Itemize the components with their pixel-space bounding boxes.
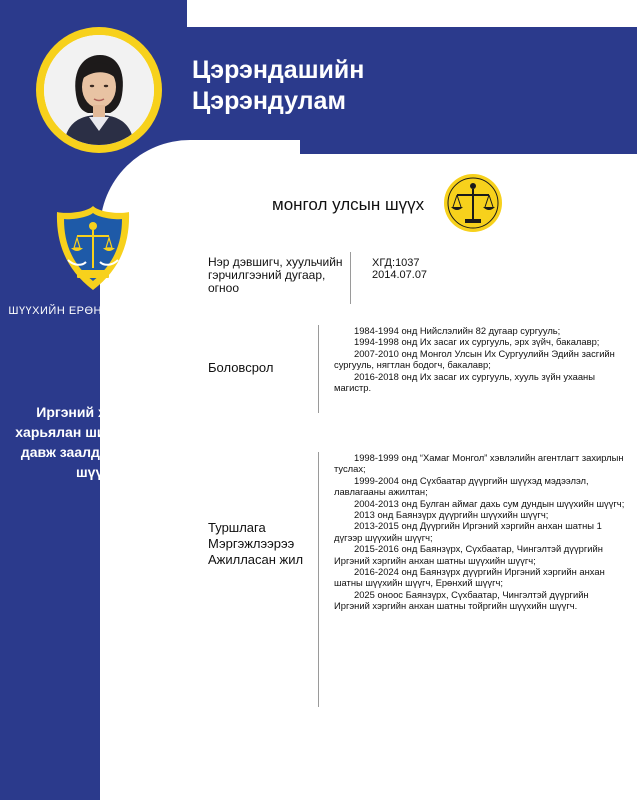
- divider-education: [318, 325, 319, 413]
- judicial-council-emblem-icon: [52, 200, 134, 294]
- certificate-value: [372, 257, 427, 281]
- list-item: 2004-2013 онд Булган аймаг дахь сум дундын шүүхийн шүүгч;: [354, 497, 625, 509]
- list-item: 2016-2018 онд Их засаг их сургууль, хууль зүйн ухааны магистр.: [334, 370, 595, 394]
- list-item: 2025 оноос Баянзүрх, Сүхбаатар, Чингэлтэй дүүргийн Иргэний хэргийн анхан шатны тойргийн шүүхийн шүүгч.: [334, 588, 589, 612]
- certificate-number: ХГД:1037: [372, 257, 420, 269]
- list-item: 2007-2010 онд Монгол Улсын Их Сургуулийн Эдийн засгийн сургууль, нягтлан бодогч, бакалавр;: [334, 347, 615, 371]
- list-item: 2015-2016 онд Баянзүрх, Сүхбаатар, Чингэлтэй дүүргийн Иргэний хэргийн анхан шатны шүүхийн шүүгч;: [334, 543, 603, 566]
- scales-of-justice-icon: [443, 173, 503, 233]
- person-name: [192, 55, 364, 117]
- experience-label: Туршлага Мэргэжлээрээ Ажилласан жил: [208, 520, 304, 567]
- list-item: 1998-1999 онд “Хамаг Монгол” хэвлэлийн агентлагт захирлын туслах;: [334, 452, 624, 475]
- court-description: Иргэний хэргийг харьялан шийдвэрлэх давж заалдах шатны шүүх: [15, 404, 172, 480]
- list-item: 1984-1994 онд Нийслэлийн 82 дугаар сургууль;: [354, 325, 561, 336]
- list-item: 2016-2024 онд Баянзүрх дүүргийн Иргэний хэргийн анхан шатны шүүхийн шүүгч, Ерөнхий шүүгч;: [334, 566, 605, 589]
- court-title: монгол улсын шүүх: [272, 195, 425, 214]
- divider-certificate: [350, 252, 351, 304]
- portrait-photo: [44, 35, 154, 145]
- education-list: [334, 325, 626, 393]
- divider-experience: [318, 452, 319, 707]
- person-name-line1: Цэрэндашийн: [192, 56, 365, 84]
- certificate-date: 2014.07.07: [372, 269, 428, 281]
- list-item: 1999-2004 онд Сүхбаатар дүүргийн шүүхэд мэдээлэл, лавлагааны ажилтан;: [334, 474, 589, 498]
- experience-list: [334, 452, 626, 612]
- list-item: 2013 онд Баянзүрх дүүргийн шүүхийн шүүгч;: [354, 509, 549, 521]
- education-label: Боловсрол: [208, 360, 274, 375]
- council-name: ШҮҮХИЙН ЕРӨНХИЙ ЗӨВЛӨЛ: [8, 305, 179, 317]
- person-name-line2: Цэрэндулам: [192, 87, 346, 115]
- certificate-label: Нэр дэвшигч, хуульчийн гэрчилгээний дугаар, огноо: [208, 255, 343, 295]
- list-item: 2013-2015 онд Дүүргийн Иргэний хэргийн анхан шатны 1 дүгээр шүүхийн шүүгч;: [334, 520, 602, 543]
- list-item: 1994-1998 онд Их засаг их сургууль, эрх зүйч, бакалавр;: [354, 336, 600, 348]
